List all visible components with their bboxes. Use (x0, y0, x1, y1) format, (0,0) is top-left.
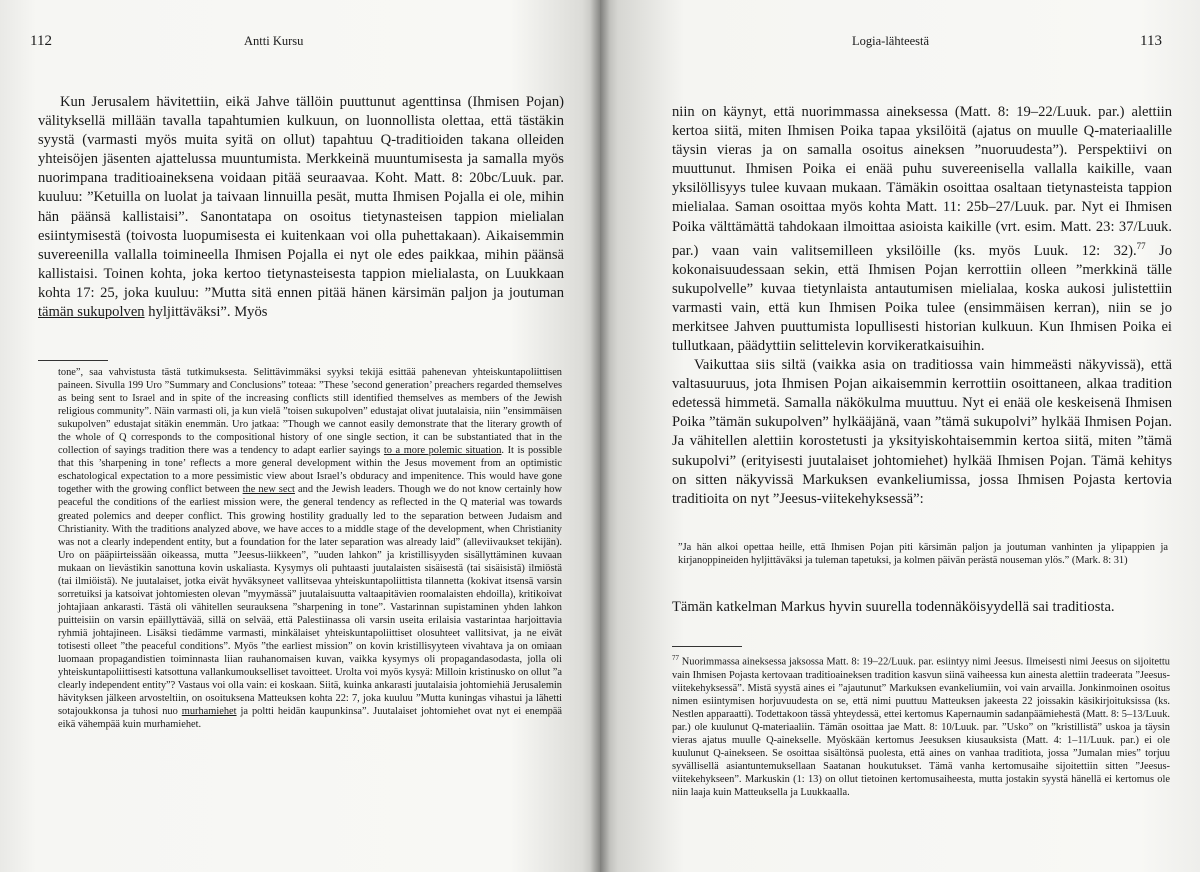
footnote-ref: 77 (1136, 240, 1146, 251)
right-page (600, 0, 1200, 872)
footnote: tone”, saa vahvistusta tästä tutkimuksesta. Selittävimmäksi syyksi tekijä esittää pahenevan yhteiskuntapoliittisen paineen. Sivulla 199 Uro ”Summary and Conclusions” toteaa: ”These ’second generation’ preachers regarded themselves as being sent to Israel and in spite of the increasing conflicts still identified themselves as members of the Jewish religious community”. Näin varmasti oli, ja kun vielä ”toisen sukupolven” edustajat olivat juutalaisia, niin ”ensimmäisen sukupolven” edustajat sitäkin enemmän. Uro jatkaa: ”Though we cannot easily demonstrate that the literary growth of the whole of Q corresponds to the compositional history of one single section, it can be substantiated that in the collection of sayings tradition there was a tendency to adapt earlier sayings to a more polemic situation. It is possible that this ’sharpening in tone’ reflects a more general development within the Jesus movement from an optimistic eschatological expectation to a more pessimistic view about Israel’s obduracy and impenitence. This would have gone together with the growing conflict between the new sect and the Jewish leaders. Though we do not know certainly how peaceful the conditions of the earliest mission were, the general tendency as reflected in the Q material was towards greated polemics and deeper conflict. This growing hostility gradually led to the separation between Judaism and Christianity. With the traditions analyzed above, we have acces to a middle stage of the development, when Christianity was not a clearly independent entity, but a foundation for the later separation was already laid” (alleviivaukset tekijän). Uro on pääpiirteissään oikeassa, mutta ”Jeesus-liikkeen”, ”uuden lahkon” ja kristillisyyden sisällyttäminen kuvaan mukaan on lievästikin sanottuna kovin uskaliasta. Kysymys oli puhtaasti juutalaisten sisäisestä (tai sisäisistä) ilmiöstä (tai ilmiöistä). Ne juutalaiset, jotka eivät hyväksyneet vallitsevaa yhteiskuntapoliittista tilannetta (kokivat itsensä varsin sorretuiksi ja katsoivat johtomiesten olevan ”myymässä” juutalaisuutta valtaapitävien roomalaisten ehdoilla), kritikoivat johtajiaan ankarasti. Tästä oli vähitellen seurauksena ”sharpening in tone”. Vastarinnan supistaminen yhden lahkon puitteisiin on varsin epäillyttävää, sillä on selvää, että Palestiinassa oli varsin useita erilaisia vastarintaa harjoittavia ryhmiä johtajineen. Lisäksi tiedämme varmasti, minkälaiset yhteiskuntapoliittiset olosuhteet vallitsivat, ja ne eivät totisesti olleet ”the peaceful conditions”. Myös ”the earliest mission” on kovin kristillisyyteen vivahtava ja on omiaan luomaan propagandistien toiminnasta liian rauhanomaisen kuvan, vaikka kysymys oli propagandasodasta, jolla oli yhteiskuntapoliittisesti katsottuna vallankumoukselliset tavoitteet. Urolta voi myös kysyä: Milloin kristinusko on ollut ”a clearly independent entity”? Vastaus voi olla vain: ei koskaan. Siitä, kuinka ankarasti juutalaisia johtomiehiä Jerusalemin hävityksen jälkeen arvosteltiin, on osoituksena Matteuksen kohta 22: 7, joka kuuluu ”Mutta kuningas vihastui ja lähetti sotajoukkonsa ja tuhosi nuo murhamiehet ja poltti heidän kaupunkinsa”. Juutalaiset johtomiehet ovat nyt ei enempää eikä vähempää kuin murhamiehet. (58, 367, 562, 731)
footnote-number: 77 (672, 654, 679, 662)
paragraph: niin on käynyt, että nuorimmassa aineksessa (Matt. 8: 19–22/Luuk. par.) alettiin kertoa siitä, miten Ihmisen Poika tapaa yksilöitä (ajatus on muulle Q-materiaalille täysin vieras ja on samalla osoitus aineksen ”nuoruudesta”). Perspektiivi on muuttunut. Ihmisen Poika ei enää puhu suvereenisella vallalla kaikille, vaan yksilöllisyys tulee kuvaan mukaan. Tämäkin osoittaa osaltaan tietynasteista tappion mielialaa. Saman osoittaa myös kohta Matt. 11: 25b–27/Luuk. par. Nyt ei Ihmisen Poika välttämättä tahdokaan ilmoittaa asioista kaikille (vrt. esim. Matt. 23: 37/Luuk. par.) vaan vain valitsemilleen yksilöille (ks. myös Luuk. 12: 32).$^{77}$ Jo kokonaisuudessaan sekin, että Ihmisen Pojan kerrottiin olleen ”merkkinä tälle sukupolvelle” kuvaa tietynlaista antautumisen mielialaa, koska aukosi julistettiin varmasti vain, että kun Ihmisen Poika tulee (ensimmäisen kerran), niin se jo merkitsee Jahven puuttumista lopullisesti historian kulkuun. Kun Ihmisen Poika ei tullutkaan, päädyttiin selittelevin korvikeratkaisuihin. (672, 104, 1172, 354)
block-quote: ”Ja hän alkoi opettaa heille, että Ihmisen Pojan piti kärsimän paljon ja joutuman vanhinten ja ylipappien ja kirjanoppineiden hyljittäväksi ja tuleman tapetuksi, ja kolmen päivän perästä nouseman ylös.” (Mark. 8: 31) (678, 542, 1168, 567)
page-number: 113 (1140, 33, 1162, 49)
paragraph: Kun Jerusalem hävitettiin, eikä Jahve tällöin puuttunut agenttinsa (Ihmisen Pojan) välityksellä millään tavalla tapahtumien kulkuun, on luonnollista olettaa, että tästäkin syystä (varmasti myös muita syitä on ollut) tapahtuu Q-traditioiden takana olleiden yhteisöjen jäsenten ajattelussa muuntumista. Merkkeinä muuntumisesta ja samalla myös nuorimpana traditioaineksena voidaan pitää seuraavaa. Koht. Matt. 8: 20bc/Luuk. par. kuuluu: ”Ketuilla on luolat ja taivaan linnuilla pesät, mutta Ihmisen Pojalla ei ole, mihin hän päänsä kallistaisi”. Sanontatapa on osoitus tietynasteisen tappion mielialan esiintymisestä (toivosta luopumisesta ei kuitenkaan voi olla puhettakaan). Aikaisemmin suvereenilla vallalla toimineella Ihmisen Pojalla ei nyt ole edes paikkaa, mihin päänsä kallistaisi. Toinen kohta, joka kertoo tietynasteisesta tappion mielialasta, on Luukkaan kohta 17: 25, joka kuuluu: ”Mutta sitä ennen pitää hänen kärsimän paljon ja joutuman tämän sukupolven hyljittäväksi”. Myös (38, 94, 564, 321)
footnote: $^{77}$ Nuorimmassa aineksessa jaksossa Matt. 8: 19–22/Luuk. par. esiintyy nimi Jeesus. Ilmeisesti nimi Jeesus on sijoitettu vain Ihmisen Pojasta kertovaan traditioaineksen tradition kasvun siinä vaiheessa kun ainesta alettiin tradeerata ”Jeesus-viitekehyksessä”. Mistä syystä aines ei ”ajautunut” Markuksen evankeliumiin, voi vain arvailla. Jonkinmoinen osoitus nimen esiintymisen horjuvuudesta on se, että nimi puuttuu Matteuksen jakeesta 22 joissakin käsikirjoituksissa (ks. Nestlen apparaatti). Todettakoon tässä yhteydessä, ettei kertomus Kapernaumin sadanpäämiehestä (Matt. 8: 5–13/Luuk. par.) ole kuulunut Q-materiaaliin. Tämän osoittaa jae Matt. 8: 10/Luuk. par. ”Usko” on ”kristillistä” uskoa ja täysin vieras ajatus muulle Q-ainekselle. Myöskään kertomus Jeesuksen kiusauksista (Matt. 4: 1–11/Luuk. par.) ei ole kuulunut Q-ainekseen. Se osoittaa sisältönsä puolesta, että aines on vanhaa traditiota, jossa ”Jumalan mies” torjuu syvällisellä asiantuntemuksellaan Saatanan houkutukset. Tämä vanha kertomusaihe sijoitettiin sitten ”Jeesus-viitekehykseen”. Markuskin (1: 13) on ollut tietoinen kertomusaiheesta, mutta jostakin syystä hänellä ei kertomus ole niin laaja kuin Matteuksella ja Luukkaalla. (672, 654, 1170, 798)
running-head: Logia-lähteestä (852, 34, 930, 48)
closing-sentence: Tämän katkelman Markus hyvin suurella todennäköisyydellä sai traditiosta. (672, 599, 1115, 615)
body-text (672, 103, 1172, 509)
paragraph: Vaikuttaa siis siltä (vaikka asia on traditiossa vain himmeästi näkyvissä), että valtasuuruus, jota Ihmisen Pojan aikaisemmin kerrottiin osoittaneen, alkaa tradition edetessä himmetä. Samalla näkökulma muuttuu. Nyt ei enää ole keskeisenä Ihmisen Poika ”tämän sukupolven” hylkääjänä, vaan ”tämä sukupolvi” hylkää Ihmisen Pojan. Ja vähitellen alettiin korostetusti ja yksityiskohtaisemmin kertoa siitä, miten ”tämä sukupolvi” (erityisesti juutalaiset johtomiehet) hylkää Ihmisen Pojan. Tämä kehitys on sitten näkyvissä Markuksen evankeliumissa, jossa Ihmisen Pojasta kertovia traditioita on nyt ”Jeesus-viitekehyksessä”: (672, 357, 1172, 507)
running-head: Antti Kursu (244, 34, 304, 48)
page-number: 112 (30, 33, 52, 49)
footnote-rule (672, 646, 742, 647)
body-text (38, 93, 564, 322)
footnote-rule (38, 360, 108, 361)
